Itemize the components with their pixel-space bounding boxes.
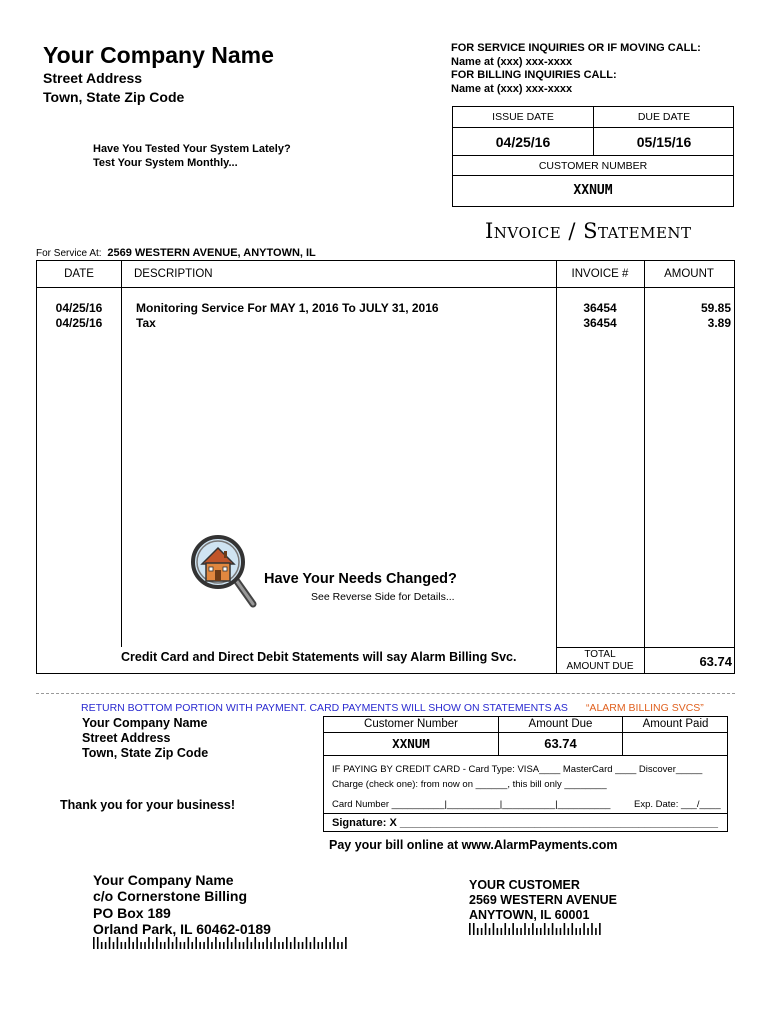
needs-changed-subtitle: See Reverse Side for Details... xyxy=(311,591,455,603)
remit-line-2: c/o Cornerstone Billing xyxy=(93,888,248,904)
remit-line-3: PO Box 189 xyxy=(93,905,171,921)
customer-line-1: YOUR CUSTOMER xyxy=(469,878,580,892)
stub-company-city: Town, State Zip Code xyxy=(82,746,209,760)
header-description: DESCRIPTION xyxy=(134,268,213,280)
stub-customer-number-label: Customer Number xyxy=(364,718,458,730)
row-2-description: Tax xyxy=(136,316,156,330)
customer-number-label: CUSTOMER NUMBER xyxy=(538,160,648,172)
row-2-invoice: 36454 xyxy=(583,316,617,330)
service-inquiry-label: FOR SERVICE INQUIRIES OR IF MOVING CALL: xyxy=(451,42,701,54)
thank-you: Thank you for your business! xyxy=(60,798,236,812)
total-label-line-1: TOTAL xyxy=(584,649,616,660)
payment-stub xyxy=(323,716,728,832)
stub-company-street: Street Address xyxy=(82,731,171,745)
service-inquiry-contact: Name at (xxx) xxx-xxxx xyxy=(451,56,573,68)
customer-line-3: ANYTOWN, IL 60001 xyxy=(469,908,590,922)
pay-online-note: Pay your bill online at www.AlarmPayments.com xyxy=(329,838,618,852)
row-1-invoice: 36454 xyxy=(583,301,617,315)
customer-barcode xyxy=(469,923,603,935)
needs-changed-title: Have Your Needs Changed? xyxy=(264,571,457,587)
remit-line-4: Orland Park, IL 60462-0189 xyxy=(93,921,271,937)
cc-type-line: IF PAYING BY CREDIT CARD - Card Type: VISA____ MasterCard ____ Discover_____ xyxy=(332,764,703,775)
card-number-line: Card Number __________|__________|__________|__________ xyxy=(332,799,611,810)
company-city: Town, State Zip Code xyxy=(43,89,185,105)
stub-customer-number: XXNUM xyxy=(392,736,430,751)
service-address xyxy=(36,247,316,259)
signature-line: Signature: X ____________________________________________________ xyxy=(332,817,718,829)
customer-number: XXNUM xyxy=(573,183,613,198)
return-note-highlight: “ALARM BILLING SVCS” xyxy=(585,702,704,714)
tear-line xyxy=(36,693,735,694)
service-at-label: For Service At: xyxy=(36,248,102,259)
header-date: DATE xyxy=(64,268,94,280)
row-2-amount: 3.89 xyxy=(707,316,731,330)
charges-table xyxy=(36,260,735,674)
due-date-label: DUE DATE xyxy=(637,111,691,123)
total-amount: 63.74 xyxy=(699,654,732,669)
remit-line-1: Your Company Name xyxy=(93,872,234,888)
header-invoice: INVOICE # xyxy=(571,268,629,280)
stub-amount-paid-label: Amount Paid xyxy=(642,718,709,730)
row-1-description: Monitoring Service For MAY 1, 2016 To JULY 31, 2016 xyxy=(136,301,439,315)
header-amount: AMOUNT xyxy=(664,268,714,280)
stub-amount-due-label: Amount Due xyxy=(528,718,593,730)
stub-company-name: Your Company Name xyxy=(82,716,208,730)
promo-line-2: Test Your System Monthly... xyxy=(93,157,238,169)
stub-amount-paid-field[interactable] xyxy=(623,733,728,755)
issue-date-label: ISSUE DATE xyxy=(492,111,554,123)
billing-inquiry-contact: Name at (xxx) xxx-xxxx xyxy=(451,83,573,95)
remit-barcode xyxy=(93,937,349,949)
customer-line-2: 2569 WESTERN AVENUE xyxy=(469,893,617,907)
promo-line-1: Have You Tested Your System Lately? xyxy=(93,143,291,155)
service-at-address: 2569 WESTERN AVENUE, ANYTOWN, IL xyxy=(107,247,316,259)
exp-date-line: Exp. Date: ___/____ xyxy=(634,799,721,810)
company-street: Street Address xyxy=(43,70,143,86)
row-2-date: 04/25/16 xyxy=(55,316,103,330)
company-name: Your Company Name xyxy=(43,42,274,68)
credit-card-note: Credit Card and Direct Debit Statements will say Alarm Billing Svc. xyxy=(121,650,517,664)
due-date: 05/15/16 xyxy=(636,134,692,150)
issue-date: 04/25/16 xyxy=(495,134,551,150)
billing-inquiry-label: FOR BILLING INQUIRIES CALL: xyxy=(451,69,617,81)
stub-amount-due: 63.74 xyxy=(544,736,577,751)
return-note-text: RETURN BOTTOM PORTION WITH PAYMENT. CARD PAYMENTS WILL SHOW ON STATEMENTS AS xyxy=(81,702,568,714)
total-label-line-2: AMOUNT DUE xyxy=(566,661,634,672)
row-1-amount: 59.85 xyxy=(700,301,731,315)
return-note xyxy=(81,702,704,714)
magnifier-house-icon xyxy=(190,530,260,610)
row-1-date: 04/25/16 xyxy=(55,301,103,315)
date-box xyxy=(452,106,734,207)
total-label xyxy=(557,649,643,673)
invoice-title: Invoice / Statement xyxy=(485,219,692,243)
cc-charge-line: Charge (check one): from now on ______, this bill only ________ xyxy=(332,779,607,790)
